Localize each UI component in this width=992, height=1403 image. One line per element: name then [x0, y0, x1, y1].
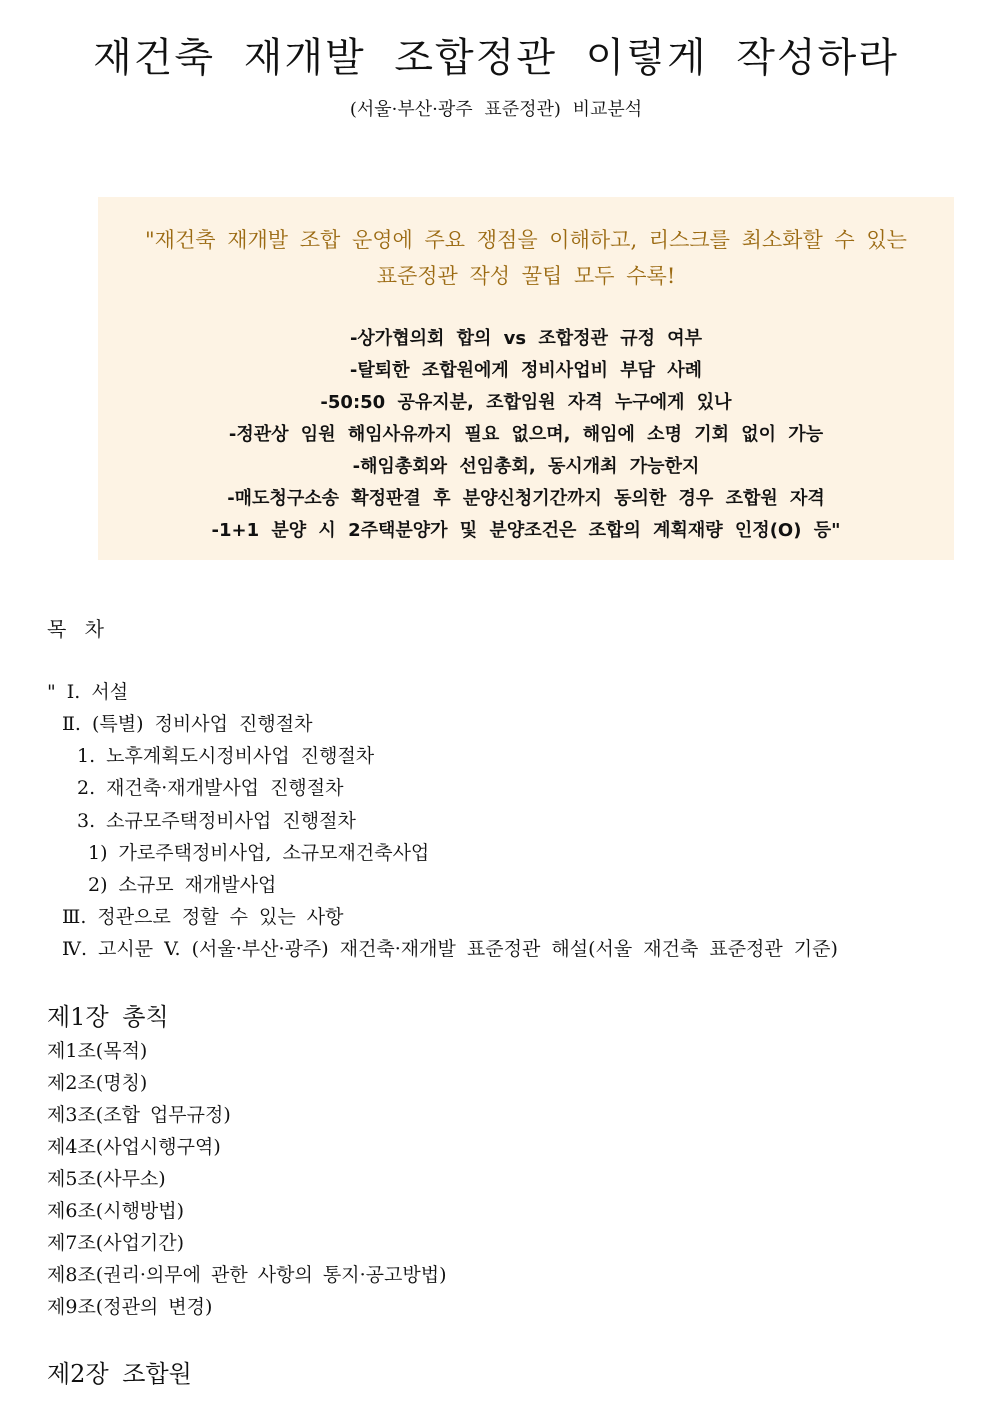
toc-item: 2) 소규모 재개발사업 [88, 874, 277, 896]
highlight-bullet: -1+1 분양 시 2주택분양가 및 분양조건은 조합의 계획재량 인정(O) 등" [211, 520, 841, 541]
document-subtitle: (서울·부산·광주 표준정관) 비교분석 [349, 99, 643, 120]
article-item: 제5조(사무소) [47, 1168, 166, 1190]
article-item: 제4조(사업시행구역) [47, 1136, 221, 1158]
document-title: 재건축 재개발 조합정관 이렇게 작성하라 [93, 35, 899, 81]
article-item: 제9조(정관의 변경) [47, 1296, 213, 1318]
toc-item: Ⅲ. 정관으로 정할 수 있는 사항 [62, 906, 344, 928]
chapter-2-title: 제2장 조합원 [47, 1360, 192, 1388]
highlight-bullet: -매도청구소송 확정판결 후 분양신청기간까지 동의한 경우 조합원 자격 [227, 488, 825, 509]
toc-heading: 목 차 [47, 617, 110, 641]
toc-item: Ⅱ. (특별) 정비사업 진행절차 [62, 713, 313, 735]
article-item: 제2조(명칭) [47, 1072, 148, 1094]
highlight-bullet: -해임총회와 선임총회, 동시개최 가능한지 [352, 456, 700, 477]
toc-item: " Ⅰ. 서설 [47, 681, 129, 703]
article-item: 제3조(조합 업무규정) [47, 1104, 231, 1126]
highlight-bullet: -50:50 공유지분, 조합임원 자격 누구에게 있나 [320, 392, 732, 413]
article-item: 제8조(권리·의무에 관한 사항의 통지·공고방법) [47, 1264, 447, 1286]
toc-item: 1. 노후계획도시정비사업 진행절차 [77, 745, 375, 767]
toc-item: 1) 가로주택정비사업, 소규모재건축사업 [88, 842, 430, 864]
quote-line-1: "재건축 재개발 조합 운영에 주요 쟁점을 이해하고, 리스크를 최소화할 수 있는 [145, 228, 907, 252]
highlight-bullet: -상가협의회 합의 vs 조합정관 규정 여부 [349, 328, 703, 349]
highlight-bullet: -정관상 임원 해임사유까지 필요 없으며, 해임에 소명 기회 없이 가능 [228, 424, 824, 445]
highlight-box [98, 197, 954, 560]
article-item: 제6조(시행방법) [47, 1200, 185, 1222]
toc-item: 2. 재건축·재개발사업 진행절차 [77, 777, 344, 799]
article-item: 제7조(사업기간) [47, 1232, 185, 1254]
chapter-1-title: 제1장 총칙 [47, 1003, 169, 1031]
quote-line-2: 표준정관 작성 꿀팁 모두 수록! [376, 264, 676, 288]
toc-item: Ⅳ. 고시문 V. (서울·부산·광주) 재건축·재개발 표준정관 해설(서울 재건축 표준정관 기준) [62, 938, 838, 960]
toc-item: 3. 소규모주택정비사업 진행절차 [77, 810, 356, 832]
article-item: 제1조(목적) [47, 1040, 148, 1062]
highlight-bullet: -탈퇴한 조합원에게 정비사업비 부담 사례 [349, 360, 703, 381]
